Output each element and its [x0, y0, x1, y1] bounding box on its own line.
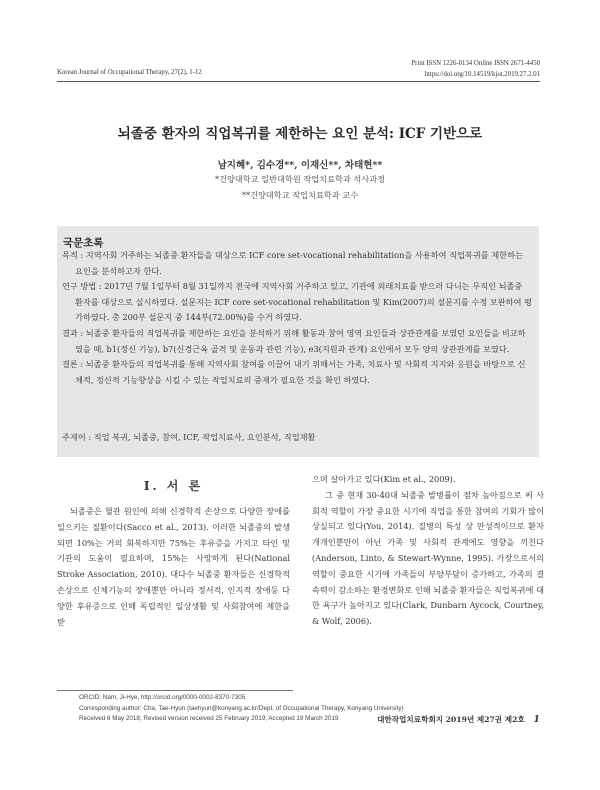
issn-doi-block	[411, 58, 540, 80]
affiliation-1: *건양대학교 일반대학원 작업치료학과 석사과정	[214, 174, 386, 184]
intro-paragraph-1: 뇌졸중은 혈관 원인에 의해 신경학적 손상으로 다양한 장애를 일으키는 질환이다(Sacco et al., 2013). 이러한 뇌졸중의 발생되면 10%는 거의 회복하지만 75%는 후유증을 가지고 타인 및 기관의 도움이 필요하며, 15%는 사망하게 된다(National Stroke Association, 2010). 대다수 뇌졸중 환자들은 신경학적 손상으로 신체기능의 장애뿐만 아니라 정서적, 인지적 장애등 다양한 후유증으로 인해 독립적인 일상생활 및 사회참여에 제한을 받	[57, 506, 290, 627]
footnote-rule	[57, 690, 293, 691]
paper-title: 뇌졸중 환자의 직업복귀를 제한하는 요인 분석: ICF 기반으로	[117, 126, 483, 142]
footer-journal: 대한작업치료학회지 2019년 제27권 제2호	[377, 715, 525, 724]
footnote-dates: Received 6 May 2018; Revised version received 25 February 2019; Accepted 19 March 2019	[79, 715, 339, 722]
doi-link[interactable]: https://doi.org/10.14519/kjot.2019.27.2.01	[424, 71, 540, 78]
footnote-orcid: ORCID: Nam, Ji-Hye, http://orcid.org/0000-0002-8370-7305	[79, 694, 246, 701]
header-rule	[57, 81, 540, 82]
abstract-heading: 국문초록	[63, 237, 104, 249]
journal-citation: Korean Journal of Occupational Therapy, 27(2), 1-12	[57, 69, 202, 76]
abstract-results: 결과 : 뇌졸중 환자들의 직업복귀를 제한하는 요인을 분석하기 위해 활동과 참여 영역 요인들과 상관관계를 보였던 요인들을 비교하였을 때, b1(정신 기능), b7(신경근육 골격 및 운동과 관련 기능), e3(지원과 관계) 요인에서 모두 양의 상관관계를 보였다.	[62, 327, 526, 354]
abstract-body	[62, 248, 532, 388]
author-list: 남지혜*, 김수경**, 이재신**, 차태현**	[217, 160, 383, 171]
abstract-keywords: 주제어 : 직업 복귀, 뇌졸중, 참여, ICF, 작업치료사, 요인분석, 직업재활	[62, 432, 316, 442]
abstract-conclusion: 결론 : 뇌졸중 환자들의 직업복귀를 통해 지역사회 참여를 이끌어 내기 위해서는 가족, 치료사 및 사회적 지지와 응원을 바탕으로 신체적, 정신적 기능향상을 시킬 수 있는 작업치료의 중재가 필요한 것을 확인 하였다.	[62, 359, 526, 385]
section-heading: Ⅰ. 서 론	[143, 479, 204, 493]
left-column	[57, 477, 290, 630]
footnote-corresponding: Corresponding author: Cha, Tae-Hyun (taehyun@konyang.ac.kr/Dept. of Occupational Therapy, Konyang University)	[79, 704, 404, 712]
page-number: 1	[533, 714, 540, 725]
right-column	[312, 472, 544, 630]
footnotes	[79, 693, 404, 725]
affiliation-2: **건양대학교 작업치료학과 교수	[241, 190, 359, 200]
page-footer	[377, 714, 540, 725]
intro-paragraph-2: 그 중 현재 30-40대 뇌졸중 발병률이 점차 높아짐으로 써 사회적 역할이 가장 중요한 시기에 직업을 통한 참여의 기회가 많이 상실되고 있다(You, 2014). 질병의 특성 상 만성적이므로 환자 개개인뿐만이 아닌 가족 및 사회적 관계에도 영향을 끼친다(Anderson, Linto, & Stewart-Wynne, 1995). 가장으로서의 역할이 중요한 시기에 가족들의 부양부담이 증가하고, 가족의 결속력이 감소하는 환경변화로 인해 뇌졸중 환자들은 직업복귀에 대한 욕구가 높아지고 있다(Clark, Dunbarn Aycock, Courtney, & Wolf, 2006).	[312, 489, 544, 627]
issn-line: Print ISSN 1226-0134 Online ISSN 2671-4450	[411, 60, 540, 67]
intro-paragraph-continued: 으며 살아가고 있다(Kim et al., 2009).	[312, 474, 456, 484]
abstract-method: 연구 방법 : 2017년 7월 1일부터 8월 31일까지 전국에 지역사회 거주하고 있고, 기관에 외래치료를 받으러 다니는 무직인 뇌졸중 환자를 대상으로 실시하였다. 설문지는 ICF core set-vocational rehabilitation 및 Kim(2007)의 설문지를 수정 보완하여 평가하였다. 총 200부 설문지 중 144부(72.00%)를 수거 하였다.	[62, 281, 533, 323]
abstract-purpose: 목적 : 지역사회 거주하는 뇌졸중 환자들을 대상으로 ICF core set-vocational rehabilitation을 사용하여 직업복귀를 제한하는 요인을 분석하고자 한다.	[62, 250, 523, 276]
